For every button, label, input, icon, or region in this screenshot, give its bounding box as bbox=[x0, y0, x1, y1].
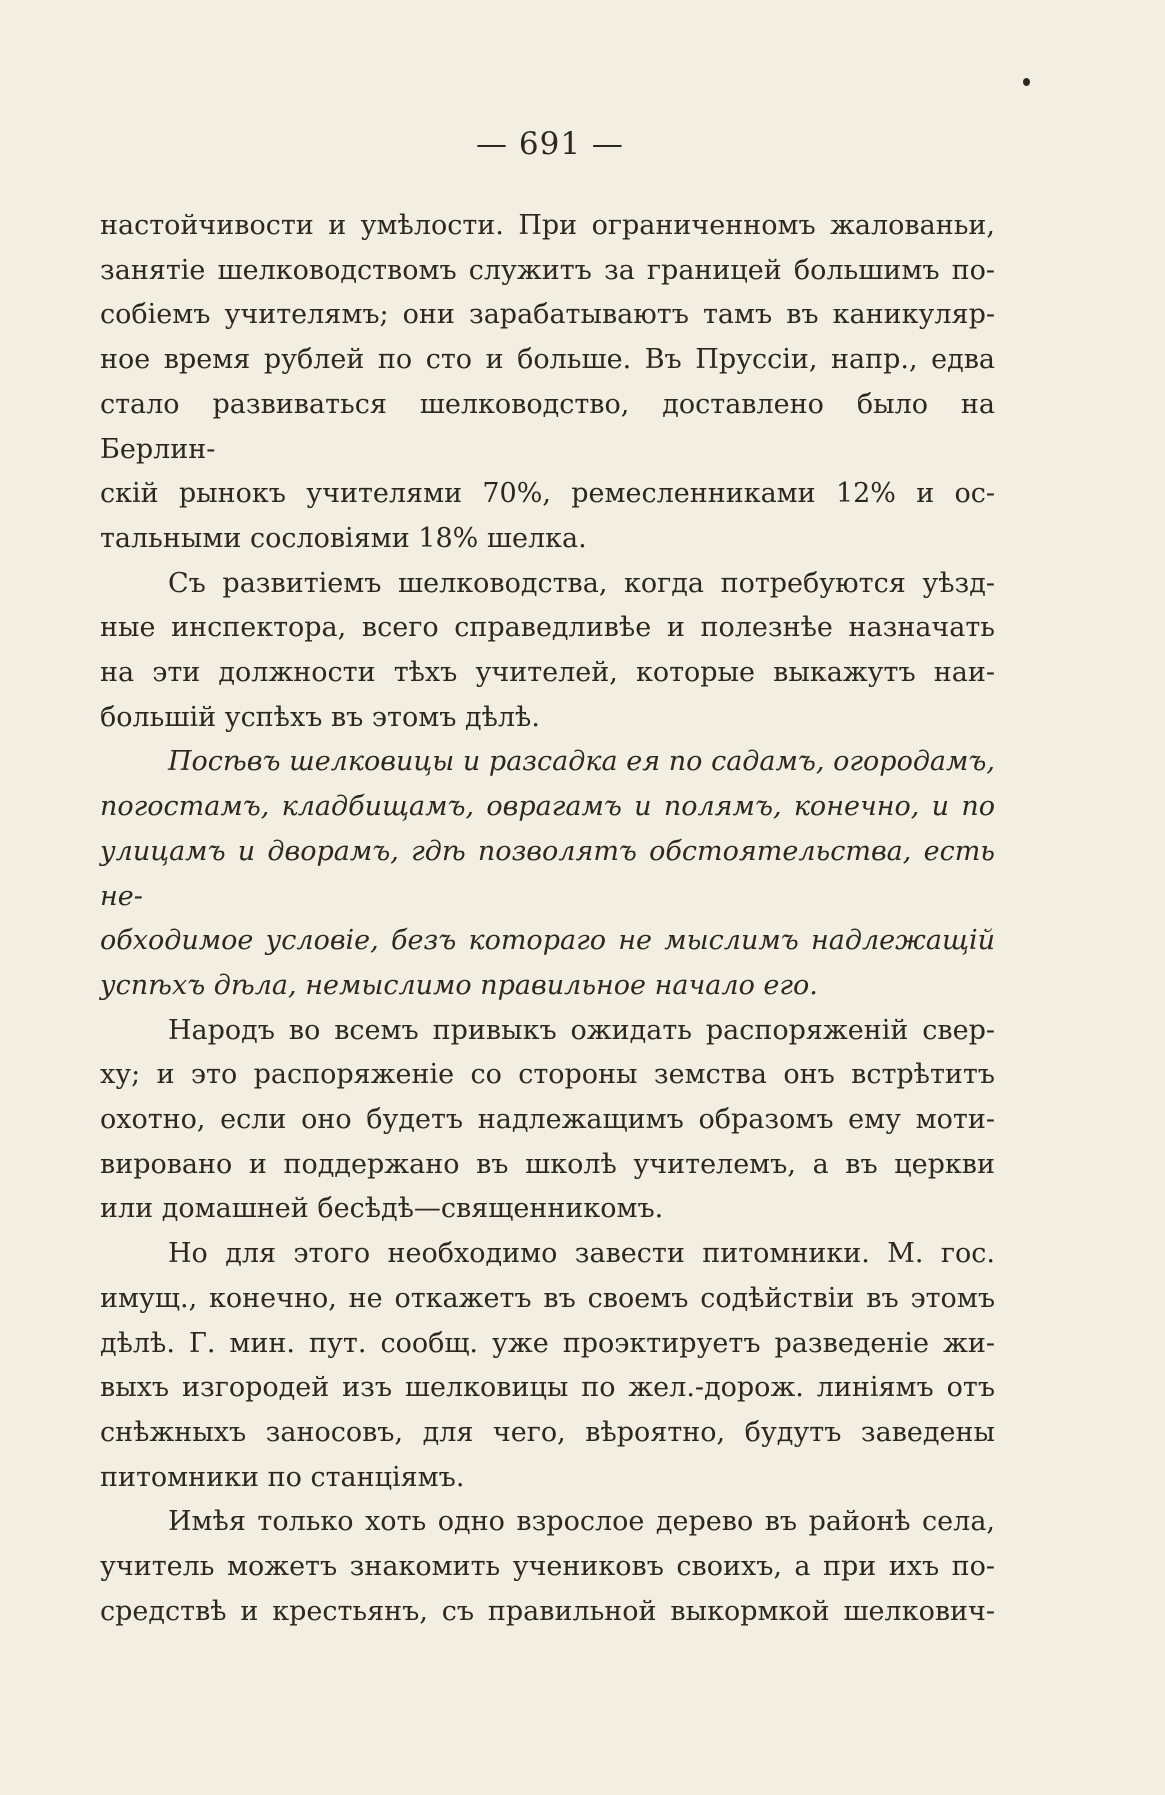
text-line: стало развиваться шелководство, доставлено было на Берлин- bbox=[100, 388, 995, 465]
text-line: охотно, если оно будетъ надлежащимъ образомъ ему моти- bbox=[100, 1104, 995, 1136]
text-line: большій успѣхъ въ этомъ дѣлѣ. bbox=[100, 701, 540, 733]
text-line: занятіе шелководствомъ служитъ за границей большимъ по- bbox=[100, 254, 995, 286]
text-line: вировано и поддержано въ школѣ учителемъ, а въ церкви bbox=[100, 1148, 995, 1180]
text-line: питомники по станціямъ. bbox=[100, 1461, 465, 1493]
text-line: успѣхъ дѣла, немыслимо правильное начало его. bbox=[100, 969, 818, 1001]
text-line: ное время рублей по сто и больше. Въ Пруссіи, напр., едва bbox=[100, 344, 995, 376]
ink-speck bbox=[1023, 78, 1030, 86]
text-line: Съ развитіемъ шелководства, когда потребуются уѣзд- bbox=[168, 567, 995, 599]
text-line: имущ., конечно, не откажетъ въ своемъ содѣйствіи въ этомъ bbox=[100, 1282, 995, 1314]
text-line: ху; и это распоряженіе со стороны земства онъ встрѣтитъ bbox=[100, 1059, 995, 1091]
text-line: средствѣ и крестьянъ, съ правильной выкормкой шелкович- bbox=[100, 1595, 995, 1627]
text-line: улицамъ и дворамъ, гдѣ позволятъ обстоятельства, есть не- bbox=[100, 835, 995, 912]
text-line: Посѣвъ шелковицы и разсадка ея по садамъ, огородамъ, bbox=[168, 746, 995, 778]
text-line: ные инспектора, всего справедливѣе и полезнѣе назначать bbox=[100, 612, 995, 644]
text-line: Народъ во всемъ привыкъ ожидать распоряженій свер- bbox=[168, 1014, 995, 1046]
text-line: дѣлѣ. Г. мин. пут. сообщ. уже проэктируетъ разведеніе жи- bbox=[100, 1327, 995, 1359]
text-line: скій рынокъ учителями 70%, ремесленниками 12% и ос- bbox=[100, 478, 995, 510]
text-line: или домашней бесѣдѣ—священникомъ. bbox=[100, 1193, 664, 1225]
body-text bbox=[100, 204, 995, 1635]
text-line: на эти должности тѣхъ учителей, которые выкажутъ наи- bbox=[100, 657, 995, 689]
text-line: Имѣя только хоть одно взрослое дерево въ районѣ села, bbox=[168, 1506, 995, 1538]
text-line: собіемъ учителямъ; они зарабатываютъ тамъ въ каникуляр- bbox=[100, 299, 995, 331]
text-line: снѣжныхъ заносовъ, для чего, вѣроятно, будутъ заведены bbox=[100, 1416, 995, 1448]
text-line: тальными сословіями 18% шелка. bbox=[100, 522, 587, 554]
text-line: обходимое условіе, безъ котораго не мыслимъ надлежащій bbox=[100, 925, 995, 957]
page-number: — 691 — bbox=[476, 126, 624, 162]
text-line: учитель можетъ знакомить учениковъ своихъ, а при ихъ по- bbox=[100, 1551, 995, 1583]
text-line: выхъ изгородей изъ шелковицы по жел.-дорож. линіямъ отъ bbox=[100, 1372, 995, 1404]
text-line: настойчивости и умѣлости. При ограниченномъ жалованьи, bbox=[100, 210, 995, 241]
text-line: погостамъ, кладбищамъ, оврагамъ и полямъ, конечно, и по bbox=[100, 791, 995, 823]
text-line: Но для этого необходимо завести питомники. М. гос. bbox=[168, 1238, 995, 1270]
